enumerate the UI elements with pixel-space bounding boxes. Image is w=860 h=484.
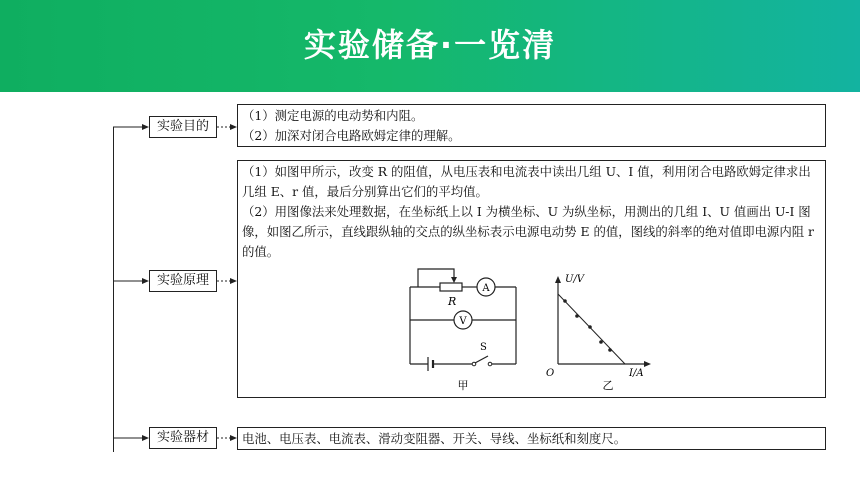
resistor-label: R <box>448 295 457 308</box>
arrow-to-principle-content <box>217 274 237 288</box>
x-axis-label: I/A <box>629 368 644 379</box>
ui-graph <box>543 264 663 394</box>
data-point <box>575 314 579 318</box>
data-point <box>608 348 612 352</box>
y-axis-label: U/V <box>565 274 585 285</box>
data-point <box>563 299 567 303</box>
circuit-diagram <box>388 264 528 394</box>
purpose-label: 实验目的 <box>149 116 217 138</box>
switch-label: S <box>480 342 487 353</box>
data-point <box>599 340 603 344</box>
purpose-content <box>237 104 826 147</box>
equipment-content <box>237 427 826 450</box>
purpose-line-1: （1）测定电源的电动势和内阻。 <box>242 108 424 123</box>
figure-a-caption: 甲 <box>457 379 469 392</box>
title-banner <box>0 0 860 92</box>
arrow-to-equipment-content <box>217 431 237 445</box>
arrow-to-equipment-label <box>113 431 149 445</box>
fit-line <box>558 294 625 364</box>
ammeter-label: A <box>482 283 490 294</box>
equipment-label: 实验器材 <box>149 427 217 449</box>
principle-line-1: （1）如图甲所示，改变 R 的阻值，从电压表和电流表中读出几组 U、I 值，利用闭合电路欧姆定律求出几组 E、r 值，最后分别算出它们的平均值。 <box>242 164 811 199</box>
flow-trunk-line <box>113 127 114 452</box>
purpose-line-2: （2）加深对闭合电路欧姆定律的理解。 <box>242 128 461 143</box>
arrow-to-principle-label <box>113 274 149 288</box>
resistor-symbol <box>440 283 462 291</box>
page-title: 实验储备·一览清 <box>303 26 557 64</box>
principle-label: 实验原理 <box>149 270 217 292</box>
principle-content <box>237 160 826 398</box>
arrow-to-purpose-content <box>217 120 237 134</box>
arrow-to-purpose-label <box>113 120 149 134</box>
equipment-line-1: 电池、电压表、电流表、滑动变阻器、开关、导线、坐标纸和刻度尺。 <box>242 431 627 446</box>
voltmeter-label: V <box>459 316 467 327</box>
principle-line-2: （2）用图像法来处理数据，在坐标纸上以 I 为横坐标、U 为纵坐标，用测出的几组 I、U 值画出 U-I 图像，如图乙所示，直线跟纵轴的交点的纵坐标表示电源电动势 E 的值，图线的斜率的绝对值即电源内阻 r 的值。 <box>242 204 814 259</box>
data-point <box>588 325 592 329</box>
origin-label: O <box>546 368 555 379</box>
figure-b-caption: 乙 <box>602 379 614 392</box>
